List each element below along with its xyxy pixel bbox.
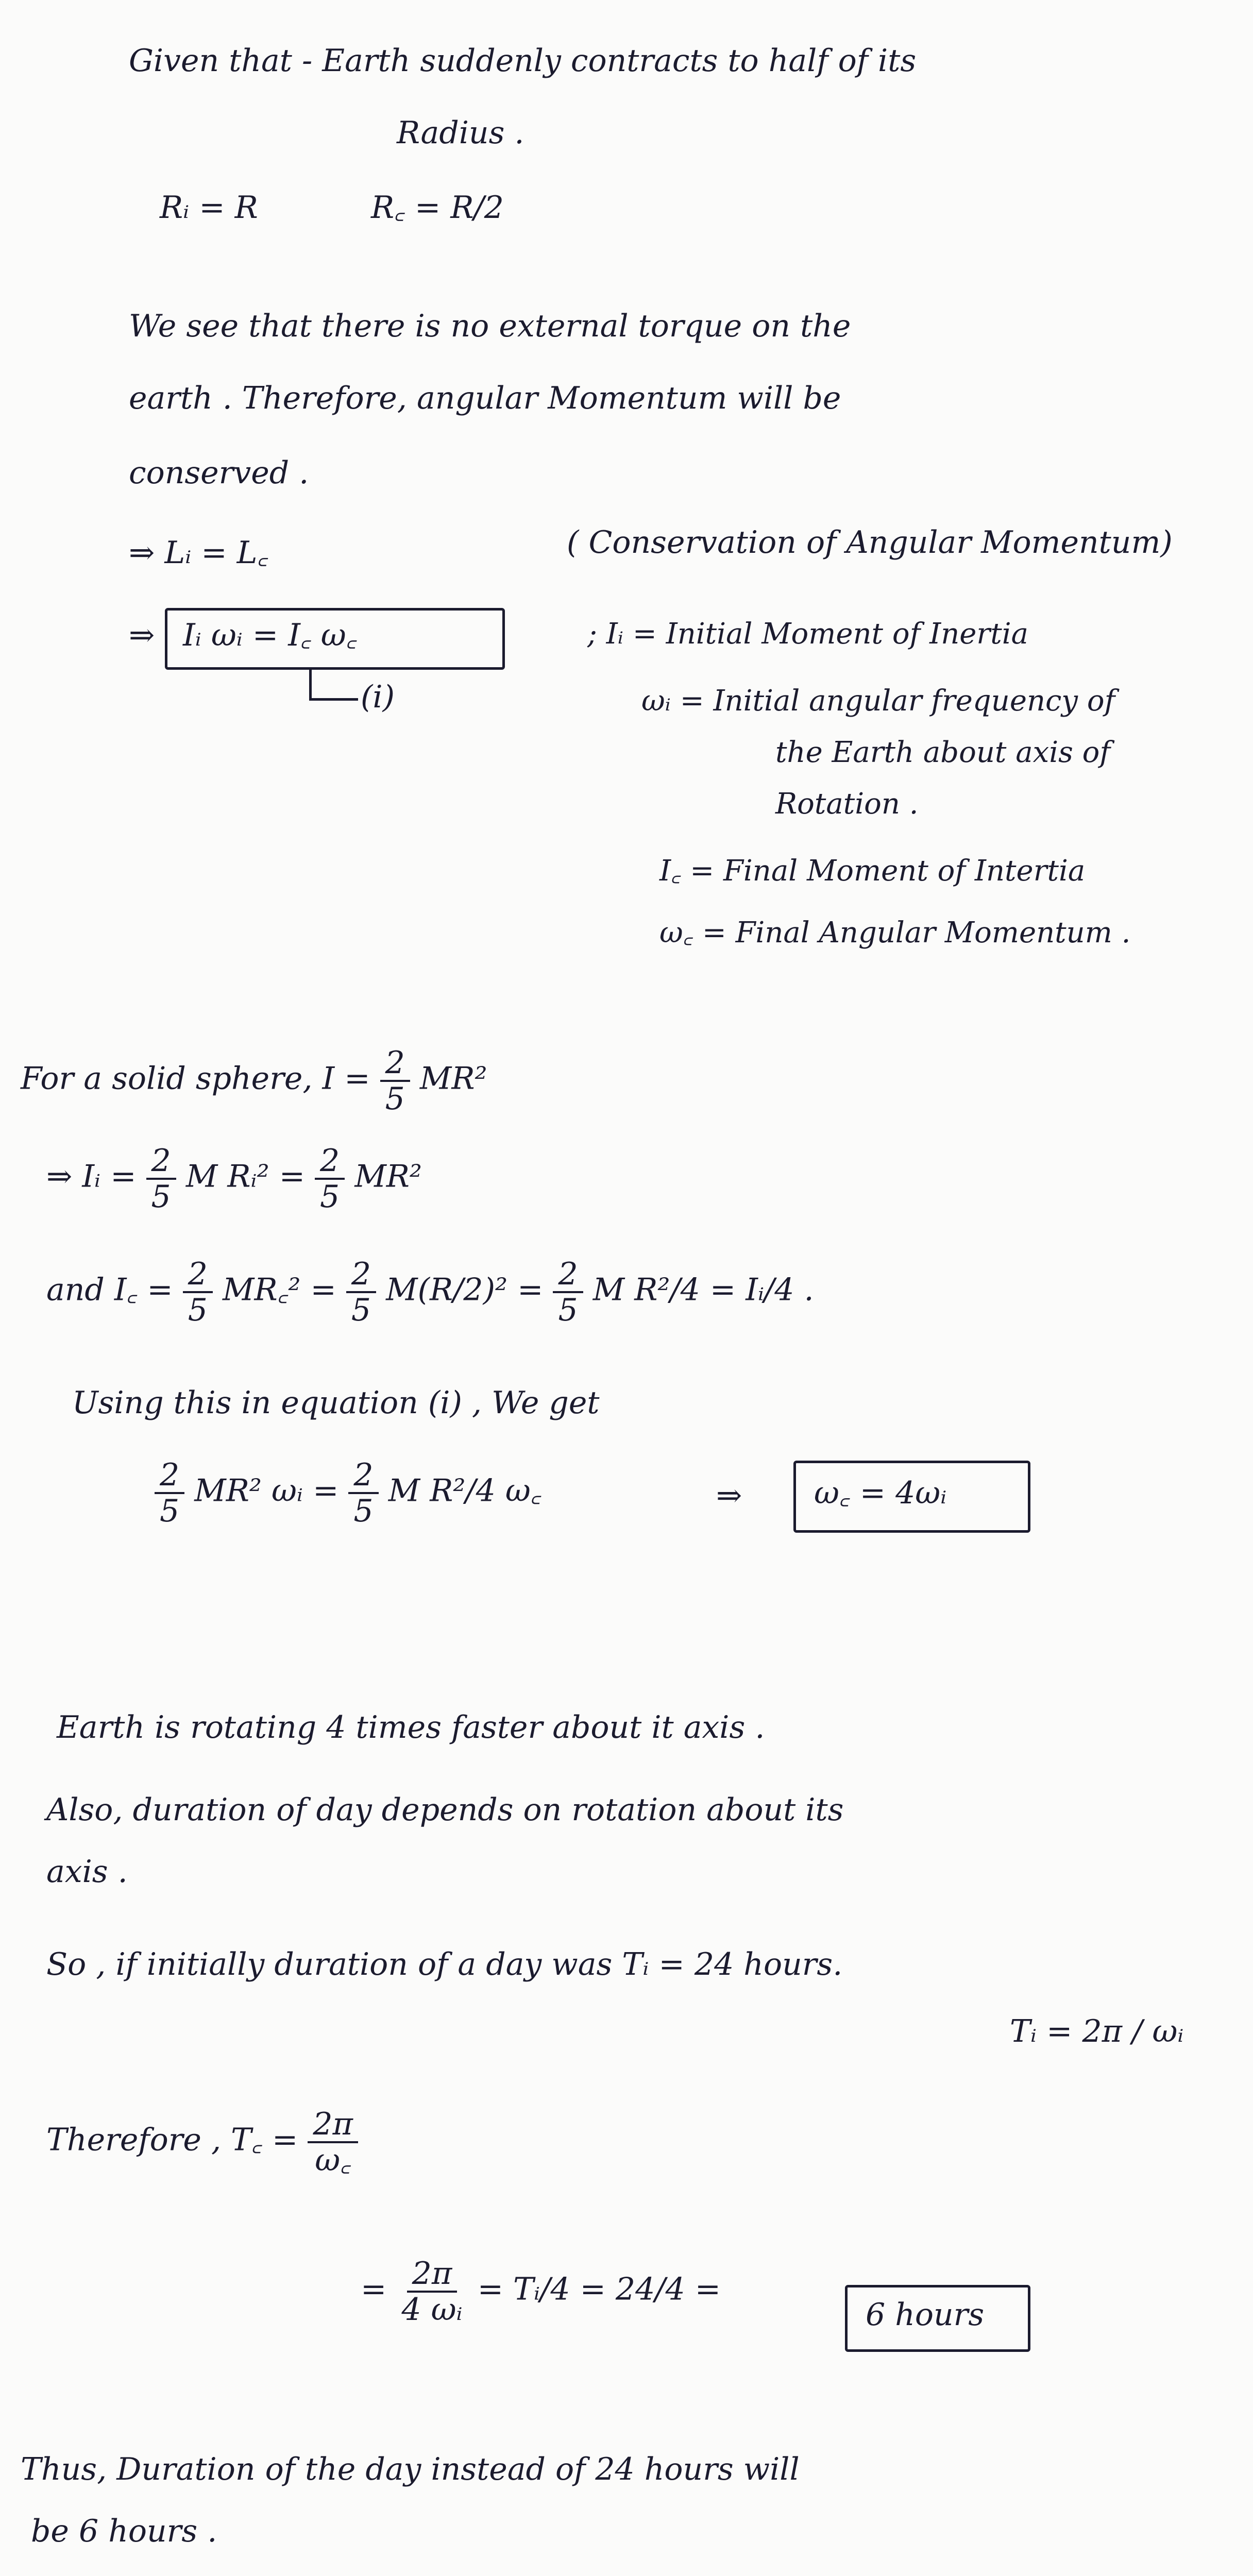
- sphere-moment-tail: MR²: [419, 1060, 487, 1097]
- substitution-arrow: ⇒: [716, 1478, 742, 1514]
- final-inertia-fraction-2: [346, 1257, 376, 1327]
- substitution-fraction-rhs: [348, 1458, 378, 1528]
- definition-final-omega: ω꜀ = Final Angular Momentum .: [659, 916, 1131, 950]
- fraction-denominator: ω꜀: [315, 2142, 351, 2178]
- initial-radius: Rᵢ = R: [160, 190, 258, 226]
- evaluation-fraction: [396, 2257, 467, 2327]
- initial-inertia-fraction-1: [146, 1144, 176, 1214]
- equation-reference-arrow: [309, 667, 358, 701]
- conclusion-line-3: axis .: [46, 1854, 128, 1890]
- final-inertia-fraction-3: [553, 1257, 583, 1327]
- evaluation-mid: = Tᵢ/4 = 24/4 =: [477, 2271, 721, 2308]
- final-period-evaluation: [361, 2257, 721, 2327]
- final-inertia-line: [46, 1257, 814, 1327]
- reasoning-line-3: conserved .: [129, 455, 309, 491]
- omega-result: ω꜀ = 4ωᵢ: [814, 1475, 947, 1511]
- fraction-denominator: 5: [160, 1493, 180, 1529]
- fraction-denominator: 5: [320, 1179, 340, 1215]
- definition-initial-omega-cont: the Earth about axis of: [775, 736, 1111, 769]
- fraction-numerator: 2: [553, 1257, 583, 1293]
- conclusion-line-8: Thus, Duration of the day instead of 24 hours will: [21, 2451, 800, 2487]
- fraction-denominator: 5: [351, 1292, 371, 1328]
- conclusion-line-1: Earth is rotating 4 times faster about it axis .: [57, 1709, 765, 1745]
- substitution-rhs: M R²/4 ω꜀: [388, 1472, 541, 1509]
- final-inertia-mid-3: M R²/4 = Iᵢ/4 .: [592, 1272, 814, 1308]
- sphere-moment-line: [21, 1046, 487, 1116]
- final-period-fraction: [308, 2107, 358, 2177]
- fraction-denominator: 5: [151, 1179, 171, 1215]
- period-definition: Tᵢ = 2π / ωᵢ: [1010, 2013, 1184, 2049]
- fraction-numerator: 2: [315, 1144, 345, 1180]
- fraction-denominator: 4 ωᵢ: [401, 2292, 463, 2328]
- definition-initial-omega-cont-2: Rotation .: [775, 787, 919, 821]
- final-inertia-mid-1: MR꜀² =: [223, 1272, 336, 1308]
- definition-initial-omega: ωᵢ = Initial angular frequency of: [641, 684, 1115, 718]
- substitution-fraction-lhs: [155, 1458, 184, 1528]
- initial-inertia-fraction-2: [315, 1144, 345, 1214]
- fraction-numerator: 2: [183, 1257, 213, 1293]
- fraction-denominator: 5: [385, 1081, 405, 1117]
- definition-final-inertia: I꜀ = Final Moment of Intertia: [659, 854, 1086, 888]
- conclusion-line-4: So , if initially duration of a day was Tᵢ = 24 hours.: [46, 1946, 843, 1982]
- boxed-equation: Iᵢ ωᵢ = I꜀ ω꜀: [183, 617, 357, 653]
- final-inertia-mid-2: M(R/2)² =: [386, 1272, 544, 1308]
- fraction-numerator: 2π: [308, 2107, 358, 2143]
- fraction-denominator: 5: [558, 1292, 578, 1328]
- given-line-1: Given that - Earth suddenly contracts to half of its: [129, 43, 917, 79]
- two-fifths-fraction: [380, 1046, 410, 1116]
- initial-inertia-mid: M Rᵢ² =: [185, 1158, 305, 1195]
- equation-reference: (i): [361, 679, 395, 715]
- substitution-equation: [155, 1458, 541, 1528]
- reasoning-line-1: We see that there is no external torque on the: [129, 308, 851, 344]
- final-period-lead: Therefore , T꜀ =: [46, 2122, 298, 2158]
- fraction-denominator: 5: [353, 1493, 374, 1529]
- final-period-line: [46, 2107, 358, 2177]
- reasoning-line-2: earth . Therefore, angular Momentum will be: [129, 380, 841, 416]
- final-inertia-fraction-1: [183, 1257, 213, 1327]
- sphere-moment-lead: For a solid sphere, I =: [21, 1060, 370, 1097]
- initial-inertia-line: [46, 1144, 422, 1214]
- six-hours-result: 6 hours: [866, 2297, 985, 2333]
- substitution-line: Using this in equation (i) , We get: [72, 1385, 600, 1421]
- fraction-numerator: 2: [348, 1458, 378, 1494]
- definition-initial-inertia: ; Iᵢ = Initial Moment of Inertia: [587, 617, 1028, 651]
- conservation-label: ( Conservation of Angular Momentum): [567, 524, 1173, 561]
- fraction-numerator: 2: [346, 1257, 376, 1293]
- conclusion-line-9: be 6 hours .: [31, 2513, 217, 2549]
- fraction-numerator: 2: [380, 1046, 410, 1082]
- substitution-lhs: MR² ωᵢ =: [194, 1472, 339, 1509]
- fraction-denominator: 5: [188, 1292, 208, 1328]
- given-line-2: Radius .: [397, 115, 524, 151]
- conclusion-line-2: Also, duration of day depends on rotation about its: [46, 1792, 844, 1828]
- angular-momentum-equality: ⇒ Lᵢ = L꜀: [129, 535, 268, 571]
- initial-inertia-lead: ⇒ Iᵢ =: [46, 1158, 137, 1195]
- final-radius: R꜀ = R/2: [371, 190, 504, 226]
- final-inertia-lead: and I꜀ =: [46, 1272, 173, 1308]
- fraction-numerator: 2π: [407, 2257, 458, 2293]
- implies-arrow: ⇒: [129, 617, 155, 653]
- initial-inertia-tail: MR²: [354, 1158, 422, 1195]
- fraction-numerator: 2: [146, 1144, 176, 1180]
- fraction-numerator: 2: [155, 1458, 184, 1494]
- evaluation-lead: =: [361, 2271, 387, 2308]
